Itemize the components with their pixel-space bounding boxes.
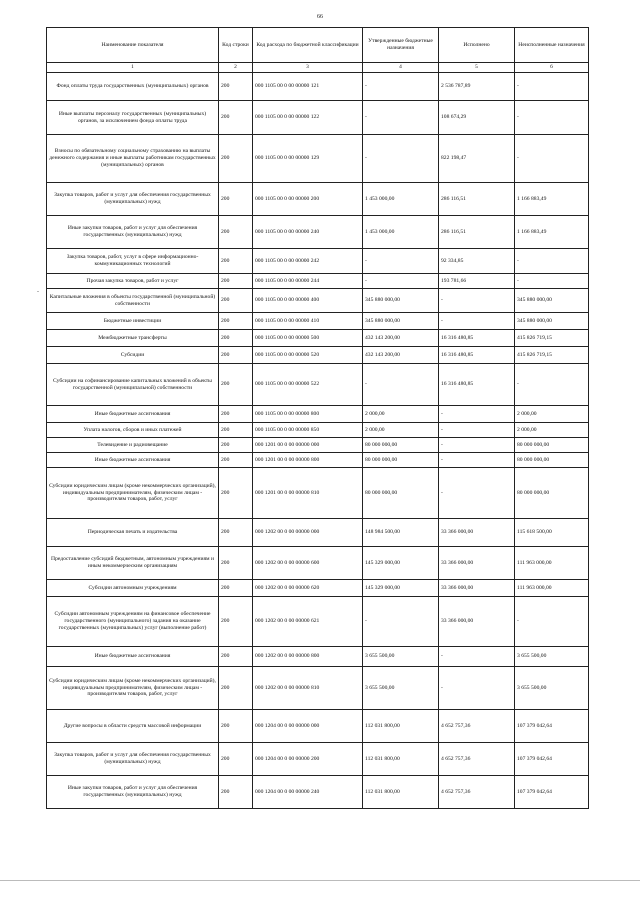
row-kbk: 000 1204 00 0 00 00000 200 — [253, 743, 363, 776]
table-row — [47, 289, 589, 313]
row-approved: 145 329 000,00 — [363, 547, 439, 580]
row-executed: - — [439, 438, 515, 453]
table-row — [47, 347, 589, 364]
page-bottom-rule — [0, 880, 640, 881]
row-unexecuted: - — [515, 101, 589, 135]
row-name: Бюджетные инвестиции — [47, 313, 219, 330]
row-name: Субсидии юридическим лицам (кроме некоммерческих организаций), индивидуальным предпринимателям, физическим лицам - производителям товаров, работ, услуг — [47, 468, 219, 519]
row-name: Субсидии автономным учреждениям на финансовое обеспечение государственного (муниципального) задания на оказание государственных (муниципальных) услуг (выполнение работ) — [47, 597, 219, 647]
column-number: 5 — [439, 63, 515, 73]
table-header-row — [47, 28, 589, 63]
row-approved: - — [363, 73, 439, 101]
row-approved: 345 880 000,00 — [363, 313, 439, 330]
column-number: 2 — [219, 63, 253, 73]
table-row — [47, 743, 589, 776]
row-kbk: 000 1202 00 0 00 00000 621 — [253, 597, 363, 647]
column-number: 6 — [515, 63, 589, 73]
table-row — [47, 453, 589, 468]
row-code: 200 — [219, 743, 253, 776]
row-unexecuted: - — [515, 249, 589, 274]
row-name: Субсидии — [47, 347, 219, 364]
row-name: Закупка товаров, работ, услуг в сфере информационно-коммуникационных технологий — [47, 249, 219, 274]
row-unexecuted: 1 166 883,49 — [515, 183, 589, 216]
row-executed: 822 198,47 — [439, 135, 515, 183]
row-approved: 148 984 500,00 — [363, 519, 439, 547]
row-code: 200 — [219, 519, 253, 547]
row-approved: 3 655 500,00 — [363, 667, 439, 710]
row-executed: - — [439, 406, 515, 423]
row-code: 200 — [219, 406, 253, 423]
row-executed: 16 316 480,85 — [439, 364, 515, 406]
row-kbk: 000 1105 00 0 00 00000 410 — [253, 313, 363, 330]
row-name: Телевидение и радиовещание — [47, 438, 219, 453]
row-unexecuted: 415 826 719,15 — [515, 347, 589, 364]
row-executed: 92 334,85 — [439, 249, 515, 274]
table-row — [47, 710, 589, 743]
row-unexecuted: 2 000,00 — [515, 406, 589, 423]
row-unexecuted: - — [515, 73, 589, 101]
row-kbk: 000 1105 00 0 00 00000 242 — [253, 249, 363, 274]
row-code: 200 — [219, 453, 253, 468]
row-name: Иные закупки товаров, работ и услуг для обеспечения государственных (муниципальных) нужд — [47, 216, 219, 249]
expenditure-table — [46, 27, 589, 809]
row-unexecuted: 111 963 000,00 — [515, 547, 589, 580]
row-approved: 112 031 800,00 — [363, 743, 439, 776]
row-code: 200 — [219, 776, 253, 809]
row-unexecuted: 3 655 500,00 — [515, 667, 589, 710]
header-approved: Утвержденные бюджетные назначения — [363, 28, 439, 63]
header-name: Наименование показателя — [47, 28, 219, 63]
row-unexecuted: - — [515, 597, 589, 647]
row-approved: 2 000,00 — [363, 406, 439, 423]
row-executed: - — [439, 647, 515, 667]
header-unexecuted: Неисполненные назначения — [515, 28, 589, 63]
header-code: Код строки — [219, 28, 253, 63]
row-kbk: 000 1105 00 0 00 00000 400 — [253, 289, 363, 313]
table-row — [47, 468, 589, 519]
row-unexecuted: 345 880 000,00 — [515, 289, 589, 313]
row-approved: 80 000 000,00 — [363, 453, 439, 468]
row-executed: 4 652 757,36 — [439, 710, 515, 743]
table-row — [47, 776, 589, 809]
row-unexecuted: 2 000,00 — [515, 423, 589, 438]
row-executed: - — [439, 313, 515, 330]
row-kbk: 000 1202 00 0 00 00000 800 — [253, 647, 363, 667]
row-executed: 33 366 000,00 — [439, 519, 515, 547]
row-name: Иные бюджетные ассигнования — [47, 647, 219, 667]
row-approved: - — [363, 101, 439, 135]
row-unexecuted: 107 379 042,64 — [515, 776, 589, 809]
table-row — [47, 647, 589, 667]
column-number: 4 — [363, 63, 439, 73]
row-kbk: 000 1105 00 0 00 00000 500 — [253, 330, 363, 347]
row-unexecuted: 80 000 000,00 — [515, 438, 589, 453]
row-kbk: 000 1204 00 0 00 00000 000 — [253, 710, 363, 743]
row-approved: 1 453 000,00 — [363, 216, 439, 249]
row-unexecuted: - — [515, 135, 589, 183]
row-unexecuted: - — [515, 364, 589, 406]
row-kbk: 000 1202 00 0 00 00000 600 — [253, 547, 363, 580]
row-executed: 286 116,51 — [439, 183, 515, 216]
row-approved: - — [363, 364, 439, 406]
row-kbk: 000 1105 00 0 00 00000 122 — [253, 101, 363, 135]
row-name: Субсидии автономным учреждениям — [47, 580, 219, 597]
row-code: 200 — [219, 547, 253, 580]
row-approved: 112 031 800,00 — [363, 776, 439, 809]
row-code: 200 — [219, 438, 253, 453]
row-executed: 16 316 480,85 — [439, 330, 515, 347]
row-kbk: 000 1105 00 0 00 00000 200 — [253, 183, 363, 216]
row-approved: 145 329 000,00 — [363, 580, 439, 597]
row-code: 200 — [219, 249, 253, 274]
table-row — [47, 249, 589, 274]
row-approved: 432 143 200,00 — [363, 347, 439, 364]
row-executed: - — [439, 667, 515, 710]
row-executed: 33 366 000,00 — [439, 580, 515, 597]
row-name: Иные бюджетные ассигнования — [47, 453, 219, 468]
row-kbk: 000 1202 00 0 00 00000 000 — [253, 519, 363, 547]
row-name: Периодическая печать и издательства — [47, 519, 219, 547]
row-unexecuted: 1 166 883,49 — [515, 216, 589, 249]
row-unexecuted: 80 000 000,00 — [515, 453, 589, 468]
table-row — [47, 438, 589, 453]
row-approved: 112 031 800,00 — [363, 710, 439, 743]
header-executed: Исполнено — [439, 28, 515, 63]
table-row — [47, 101, 589, 135]
row-name: Предоставление субсидий бюджетным, автономным учреждениям и иным некоммерческим организациям — [47, 547, 219, 580]
table-row — [47, 73, 589, 101]
row-kbk: 000 1202 00 0 00 00000 620 — [253, 580, 363, 597]
page-number: 66 — [317, 14, 323, 20]
row-kbk: 000 1105 00 0 00 00000 522 — [253, 364, 363, 406]
row-kbk: 000 1201 00 0 00 00000 800 — [253, 453, 363, 468]
row-approved: 432 143 200,00 — [363, 330, 439, 347]
row-unexecuted: 107 379 042,64 — [515, 743, 589, 776]
row-approved: 2 000,00 — [363, 423, 439, 438]
row-kbk: 000 1202 00 0 00 00000 810 — [253, 667, 363, 710]
row-name: Субсидии на софинансирование капитальных вложений в объекты государственной (муниципальной) собственности — [47, 364, 219, 406]
row-executed: 286 116,51 — [439, 216, 515, 249]
row-name: Взносы по обязательному социальному страхованию на выплаты денежного содержания и иные выплаты работникам государственных (муниципальных) органов — [47, 135, 219, 183]
table-row — [47, 667, 589, 710]
row-executed: - — [439, 289, 515, 313]
row-executed: 4 652 757,36 — [439, 743, 515, 776]
column-number-row — [47, 63, 589, 73]
row-unexecuted: 115 618 500,00 — [515, 519, 589, 547]
row-executed: 33 366 000,00 — [439, 597, 515, 647]
row-approved: 3 655 500,00 — [363, 647, 439, 667]
table-row — [47, 547, 589, 580]
row-name: Прочая закупка товаров, работ и услуг — [47, 274, 219, 289]
row-kbk: 000 1201 00 0 00 00000 810 — [253, 468, 363, 519]
row-code: 200 — [219, 135, 253, 183]
table-row — [47, 423, 589, 438]
row-unexecuted: 345 880 000,00 — [515, 313, 589, 330]
row-executed: 2 536 787,89 — [439, 73, 515, 101]
row-executed: - — [439, 453, 515, 468]
row-executed: - — [439, 468, 515, 519]
row-approved: - — [363, 274, 439, 289]
table-row — [47, 274, 589, 289]
row-unexecuted: 415 826 719,15 — [515, 330, 589, 347]
row-name: Иные выплаты персоналу государственных (муниципальных) органов, за исключением фонда оплаты труда — [47, 101, 219, 135]
row-code: 200 — [219, 73, 253, 101]
row-kbk: 000 1201 00 0 00 00000 000 — [253, 438, 363, 453]
row-name: Закупка товаров, работ и услуг для обеспечения государственных (муниципальных) нужд — [47, 743, 219, 776]
table-row — [47, 519, 589, 547]
row-code: 200 — [219, 330, 253, 347]
row-approved: - — [363, 135, 439, 183]
row-code: 200 — [219, 667, 253, 710]
table-row — [47, 597, 589, 647]
row-code: 200 — [219, 647, 253, 667]
row-executed: 108 674,29 — [439, 101, 515, 135]
row-code: 200 — [219, 423, 253, 438]
table-row — [47, 313, 589, 330]
row-code: 200 — [219, 289, 253, 313]
row-unexecuted: 111 963 000,00 — [515, 580, 589, 597]
row-code: 200 — [219, 710, 253, 743]
row-code: 200 — [219, 101, 253, 135]
row-executed: 33 366 000,00 — [439, 547, 515, 580]
row-code: 200 — [219, 274, 253, 289]
row-approved: 345 880 000,00 — [363, 289, 439, 313]
row-name: Закупка товаров, работ и услуг для обеспечения государственных (муниципальных) нужд — [47, 183, 219, 216]
row-code: 200 — [219, 313, 253, 330]
column-number: 3 — [253, 63, 363, 73]
row-approved: 1 453 000,00 — [363, 183, 439, 216]
row-code: 200 — [219, 580, 253, 597]
row-unexecuted: - — [515, 274, 589, 289]
table-row — [47, 580, 589, 597]
row-executed: 4 652 757,36 — [439, 776, 515, 809]
row-code: 200 — [219, 364, 253, 406]
row-code: 200 — [219, 347, 253, 364]
table-row — [47, 330, 589, 347]
row-unexecuted: 3 655 500,00 — [515, 647, 589, 667]
row-code: 200 — [219, 183, 253, 216]
row-kbk: 000 1105 00 0 00 00000 244 — [253, 274, 363, 289]
row-name: Фонд оплаты труда государственных (муниципальных) органов — [47, 73, 219, 101]
row-executed: - — [439, 423, 515, 438]
row-code: 200 — [219, 216, 253, 249]
row-code: 200 — [219, 597, 253, 647]
row-executed: 193 781,66 — [439, 274, 515, 289]
row-name: Уплата налогов, сборов и иных платежей — [47, 423, 219, 438]
row-unexecuted: 80 000 000,00 — [515, 468, 589, 519]
row-name: Иные закупки товаров, работ и услуг для обеспечения государственных (муниципальных) нужд — [47, 776, 219, 809]
row-executed: 16 316 480,85 — [439, 347, 515, 364]
column-number: 1 — [47, 63, 219, 73]
table-row — [47, 135, 589, 183]
row-name: Иные бюджетные ассигнования — [47, 406, 219, 423]
table-row — [47, 406, 589, 423]
row-kbk: 000 1105 00 0 00 00000 520 — [253, 347, 363, 364]
row-approved: - — [363, 597, 439, 647]
row-code: 200 — [219, 468, 253, 519]
table-row — [47, 183, 589, 216]
row-unexecuted: 107 379 042,64 — [515, 710, 589, 743]
row-name: Другие вопросы в области средств массовой информации — [47, 710, 219, 743]
row-name: Межбюджетные трансферты — [47, 330, 219, 347]
table-row — [47, 364, 589, 406]
row-approved: 80 000 000,00 — [363, 468, 439, 519]
header-kbk: Код расхода по бюджетной классификации — [253, 28, 363, 63]
row-kbk: 000 1105 00 0 00 00000 850 — [253, 423, 363, 438]
row-name: Капитальные вложения в объекты государственной (муниципальной) собственности — [47, 289, 219, 313]
row-kbk: 000 1105 00 0 00 00000 800 — [253, 406, 363, 423]
row-name: Субсидии юридическим лицам (кроме некоммерческих организаций), индивидуальным предпринимателям, физическим лицам - производителям товаров, работ, услуг — [47, 667, 219, 710]
row-kbk: 000 1105 00 0 00 00000 129 — [253, 135, 363, 183]
margin-mark: - — [37, 289, 39, 295]
row-approved: - — [363, 249, 439, 274]
row-approved: 80 000 000,00 — [363, 438, 439, 453]
row-kbk: 000 1105 00 0 00 00000 121 — [253, 73, 363, 101]
row-kbk: 000 1204 00 0 00 00000 240 — [253, 776, 363, 809]
row-kbk: 000 1105 00 0 00 00000 240 — [253, 216, 363, 249]
table-row — [47, 216, 589, 249]
